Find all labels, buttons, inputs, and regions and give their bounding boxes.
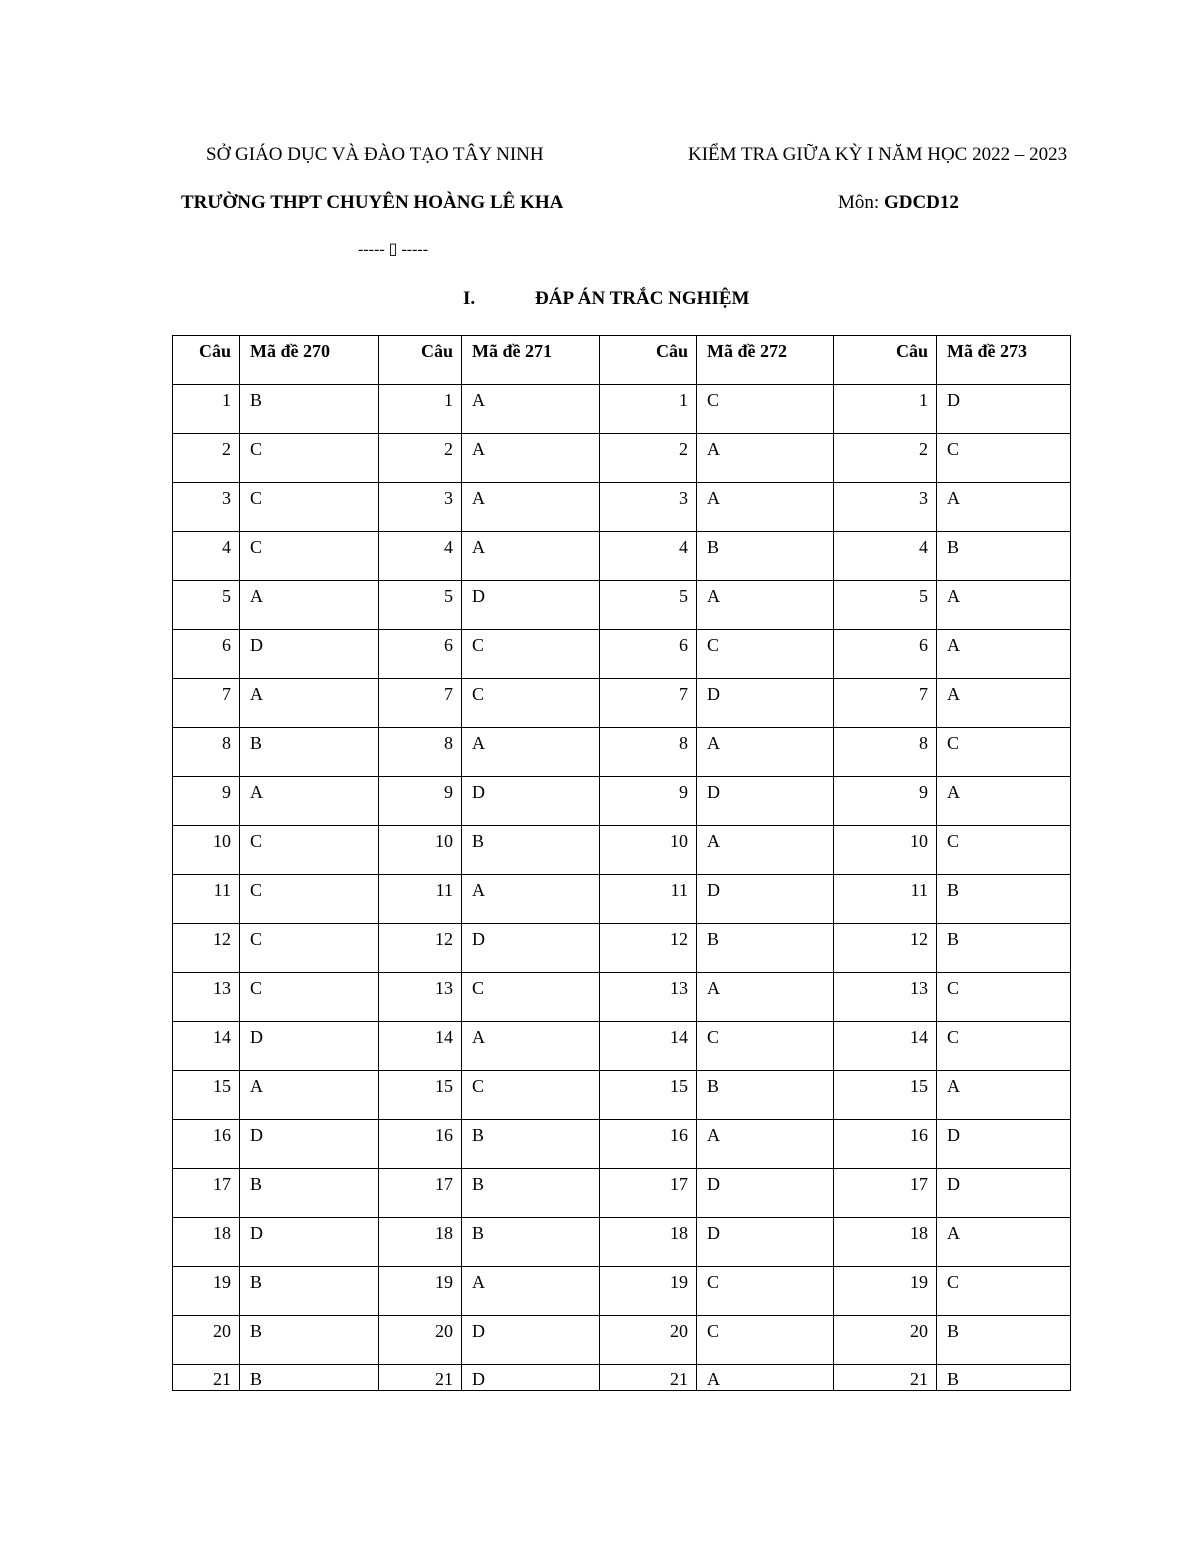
table-row	[173, 1365, 1071, 1391]
question-number-cell: 10	[600, 826, 697, 875]
answer-cell: C	[240, 973, 379, 1022]
answer-cell: D	[697, 875, 834, 924]
question-number-cell: 6	[173, 630, 240, 679]
question-number-cell: 7	[173, 679, 240, 728]
answer-cell: A	[937, 777, 1071, 826]
section-title: ĐÁP ÁN TRẮC NGHIỆM	[535, 288, 750, 309]
answer-cell: A	[462, 1022, 600, 1071]
question-number-cell: 17	[834, 1169, 937, 1218]
answer-cell: B	[462, 826, 600, 875]
answer-cell: B	[462, 1169, 600, 1218]
question-number-cell: 7	[600, 679, 697, 728]
question-number-cell: 1	[379, 385, 462, 434]
question-number-cell: 14	[379, 1022, 462, 1071]
question-number-cell: 3	[600, 483, 697, 532]
question-number-cell: 5	[379, 581, 462, 630]
question-number-cell: 14	[600, 1022, 697, 1071]
table-row	[173, 875, 1071, 924]
answer-cell: A	[697, 973, 834, 1022]
answer-cell: D	[240, 630, 379, 679]
answer-cell: B	[462, 1218, 600, 1267]
question-number-cell: 3	[834, 483, 937, 532]
column-header-exam-code: Mã đề 271	[462, 336, 600, 385]
column-header-question: Câu	[834, 336, 937, 385]
question-number-cell: 16	[379, 1120, 462, 1169]
answer-cell: A	[462, 875, 600, 924]
answer-cell: B	[240, 1169, 379, 1218]
answer-cell: A	[462, 728, 600, 777]
table-row	[173, 532, 1071, 581]
question-number-cell: 19	[173, 1267, 240, 1316]
table-row	[173, 728, 1071, 777]
table-row	[173, 434, 1071, 483]
answer-cell: C	[937, 728, 1071, 777]
question-number-cell: 3	[173, 483, 240, 532]
question-number-cell: 12	[600, 924, 697, 973]
section-number: I.	[463, 288, 476, 309]
answer-cell: A	[697, 728, 834, 777]
question-number-cell: 9	[834, 777, 937, 826]
question-number-cell: 15	[600, 1071, 697, 1120]
answer-cell: B	[697, 532, 834, 581]
table-row	[173, 385, 1071, 434]
table-row	[173, 630, 1071, 679]
question-number-cell: 8	[379, 728, 462, 777]
answer-cell: B	[240, 385, 379, 434]
question-number-cell: 10	[379, 826, 462, 875]
question-number-cell: 11	[173, 875, 240, 924]
question-number-cell: 9	[600, 777, 697, 826]
question-number-cell: 16	[834, 1120, 937, 1169]
question-number-cell: 20	[379, 1316, 462, 1365]
question-number-cell: 12	[173, 924, 240, 973]
question-number-cell: 16	[600, 1120, 697, 1169]
answer-cell: D	[697, 1169, 834, 1218]
question-number-cell: 11	[600, 875, 697, 924]
answer-cell: D	[462, 581, 600, 630]
school-name: TRƯỜNG THPT CHUYÊN HOÀNG LÊ KHA	[181, 192, 564, 213]
answer-cell: A	[462, 483, 600, 532]
answer-cell: B	[240, 1365, 379, 1391]
answer-cell: C	[240, 924, 379, 973]
answer-cell: C	[937, 973, 1071, 1022]
answer-cell: D	[937, 385, 1071, 434]
question-number-cell: 2	[600, 434, 697, 483]
question-number-cell: 20	[173, 1316, 240, 1365]
question-number-cell: 13	[379, 973, 462, 1022]
table-row	[173, 924, 1071, 973]
answer-cell: C	[937, 434, 1071, 483]
answer-cell: C	[937, 826, 1071, 875]
question-number-cell: 18	[600, 1218, 697, 1267]
answer-cell: C	[240, 434, 379, 483]
answer-cell: A	[937, 483, 1071, 532]
answer-cell: A	[240, 581, 379, 630]
question-number-cell: 6	[379, 630, 462, 679]
question-number-cell: 1	[600, 385, 697, 434]
question-number-cell: 11	[379, 875, 462, 924]
question-number-cell: 20	[834, 1316, 937, 1365]
answer-cell: D	[240, 1120, 379, 1169]
answer-cell: D	[937, 1120, 1071, 1169]
answer-cell: B	[240, 1316, 379, 1365]
answer-cell: A	[697, 434, 834, 483]
question-number-cell: 13	[173, 973, 240, 1022]
answer-cell: A	[937, 581, 1071, 630]
table-row	[173, 679, 1071, 728]
answer-cell: C	[462, 1071, 600, 1120]
answer-cell: C	[240, 875, 379, 924]
answer-cell: B	[240, 728, 379, 777]
answer-cell: D	[462, 1365, 600, 1391]
table-body	[173, 385, 1071, 1391]
table-row	[173, 1071, 1071, 1120]
answer-cell: D	[462, 777, 600, 826]
question-number-cell: 12	[834, 924, 937, 973]
answer-cell: C	[937, 1022, 1071, 1071]
answer-cell: D	[937, 1169, 1071, 1218]
answer-cell: C	[462, 973, 600, 1022]
answer-cell: B	[937, 1365, 1071, 1391]
table-row	[173, 1169, 1071, 1218]
question-number-cell: 4	[173, 532, 240, 581]
question-number-cell: 7	[379, 679, 462, 728]
table-header-row	[173, 336, 1071, 385]
table-row	[173, 1022, 1071, 1071]
subject-value: GDCD12	[883, 192, 959, 213]
question-number-cell: 1	[173, 385, 240, 434]
question-number-cell: 5	[834, 581, 937, 630]
question-number-cell: 19	[600, 1267, 697, 1316]
answer-cell: A	[462, 385, 600, 434]
question-number-cell: 8	[834, 728, 937, 777]
answer-cell: B	[697, 1071, 834, 1120]
answer-cell: B	[240, 1267, 379, 1316]
question-number-cell: 3	[379, 483, 462, 532]
question-number-cell: 5	[600, 581, 697, 630]
answer-cell: C	[937, 1267, 1071, 1316]
column-header-exam-code: Mã đề 273	[937, 336, 1071, 385]
answer-key-table	[172, 335, 1071, 1391]
answer-cell: A	[937, 679, 1071, 728]
answer-cell: C	[462, 630, 600, 679]
question-number-cell: 17	[173, 1169, 240, 1218]
question-number-cell: 4	[600, 532, 697, 581]
question-number-cell: 18	[379, 1218, 462, 1267]
answer-cell: D	[240, 1022, 379, 1071]
answer-cell: C	[697, 1316, 834, 1365]
question-number-cell: 2	[834, 434, 937, 483]
answer-cell: B	[937, 1316, 1071, 1365]
table-row	[173, 1120, 1071, 1169]
header-separator: ----- ▯ -----	[358, 241, 429, 258]
answer-cell: A	[937, 1218, 1071, 1267]
answer-cell: A	[462, 532, 600, 581]
answer-cell: C	[240, 483, 379, 532]
answer-cell: B	[937, 532, 1071, 581]
answer-cell: C	[697, 1022, 834, 1071]
answer-cell: D	[462, 1316, 600, 1365]
answer-cell: A	[937, 1071, 1071, 1120]
question-number-cell: 2	[379, 434, 462, 483]
question-number-cell: 16	[173, 1120, 240, 1169]
answer-cell: A	[697, 581, 834, 630]
question-number-cell: 8	[600, 728, 697, 777]
answer-cell: D	[697, 1218, 834, 1267]
answer-cell: D	[697, 679, 834, 728]
question-number-cell: 14	[173, 1022, 240, 1071]
column-header-exam-code: Mã đề 272	[697, 336, 834, 385]
column-header-question: Câu	[173, 336, 240, 385]
question-number-cell: 15	[173, 1071, 240, 1120]
column-header-question: Câu	[600, 336, 697, 385]
answer-cell: C	[462, 679, 600, 728]
table-row	[173, 826, 1071, 875]
question-number-cell: 9	[173, 777, 240, 826]
question-number-cell: 7	[834, 679, 937, 728]
question-number-cell: 15	[379, 1071, 462, 1120]
question-number-cell: 21	[834, 1365, 937, 1391]
question-number-cell: 13	[834, 973, 937, 1022]
question-number-cell: 6	[834, 630, 937, 679]
question-number-cell: 1	[834, 385, 937, 434]
answer-cell: A	[240, 777, 379, 826]
question-number-cell: 21	[173, 1365, 240, 1391]
question-number-cell: 11	[834, 875, 937, 924]
answer-cell: C	[697, 1267, 834, 1316]
answer-cell: D	[240, 1218, 379, 1267]
question-number-cell: 10	[834, 826, 937, 875]
question-number-cell: 4	[379, 532, 462, 581]
answer-cell: C	[697, 385, 834, 434]
subject-line	[838, 193, 959, 212]
answer-cell: A	[462, 1267, 600, 1316]
question-number-cell: 21	[379, 1365, 462, 1391]
answer-cell: C	[697, 630, 834, 679]
question-number-cell: 6	[600, 630, 697, 679]
question-number-cell: 5	[173, 581, 240, 630]
question-number-cell: 17	[379, 1169, 462, 1218]
table-row	[173, 581, 1071, 630]
answer-cell: B	[937, 924, 1071, 973]
answer-cell: A	[697, 826, 834, 875]
table-row	[173, 1316, 1071, 1365]
question-number-cell: 19	[834, 1267, 937, 1316]
answer-cell: A	[937, 630, 1071, 679]
answer-cell: B	[697, 924, 834, 973]
table-row	[173, 1218, 1071, 1267]
question-number-cell: 20	[600, 1316, 697, 1365]
question-number-cell: 19	[379, 1267, 462, 1316]
column-header-exam-code: Mã đề 270	[240, 336, 379, 385]
department-name: SỞ GIÁO DỤC VÀ ĐÀO TẠO TÂY NINH	[206, 144, 544, 165]
question-number-cell: 18	[834, 1218, 937, 1267]
answer-cell: B	[462, 1120, 600, 1169]
answer-cell: A	[697, 483, 834, 532]
question-number-cell: 14	[834, 1022, 937, 1071]
answer-cell: A	[697, 1120, 834, 1169]
answer-cell: A	[240, 1071, 379, 1120]
question-number-cell: 9	[379, 777, 462, 826]
question-number-cell: 18	[173, 1218, 240, 1267]
question-number-cell: 17	[600, 1169, 697, 1218]
question-number-cell: 12	[379, 924, 462, 973]
exam-title: KIỂM TRA GIỮA KỲ I NĂM HỌC 2022 – 2023	[688, 144, 1068, 165]
subject-label: Môn:	[838, 192, 884, 213]
answer-cell: D	[697, 777, 834, 826]
answer-cell: A	[697, 1365, 834, 1391]
question-number-cell: 10	[173, 826, 240, 875]
answer-cell: A	[240, 679, 379, 728]
column-header-question: Câu	[379, 336, 462, 385]
question-number-cell: 15	[834, 1071, 937, 1120]
question-number-cell: 8	[173, 728, 240, 777]
table-row	[173, 1267, 1071, 1316]
question-number-cell: 21	[600, 1365, 697, 1391]
table-row	[173, 777, 1071, 826]
question-number-cell: 4	[834, 532, 937, 581]
answer-cell: C	[240, 826, 379, 875]
answer-cell: A	[462, 434, 600, 483]
answer-cell: D	[462, 924, 600, 973]
answer-cell: B	[937, 875, 1071, 924]
question-number-cell: 2	[173, 434, 240, 483]
table-row	[173, 973, 1071, 1022]
table-row	[173, 483, 1071, 532]
answer-cell: C	[240, 532, 379, 581]
question-number-cell: 13	[600, 973, 697, 1022]
